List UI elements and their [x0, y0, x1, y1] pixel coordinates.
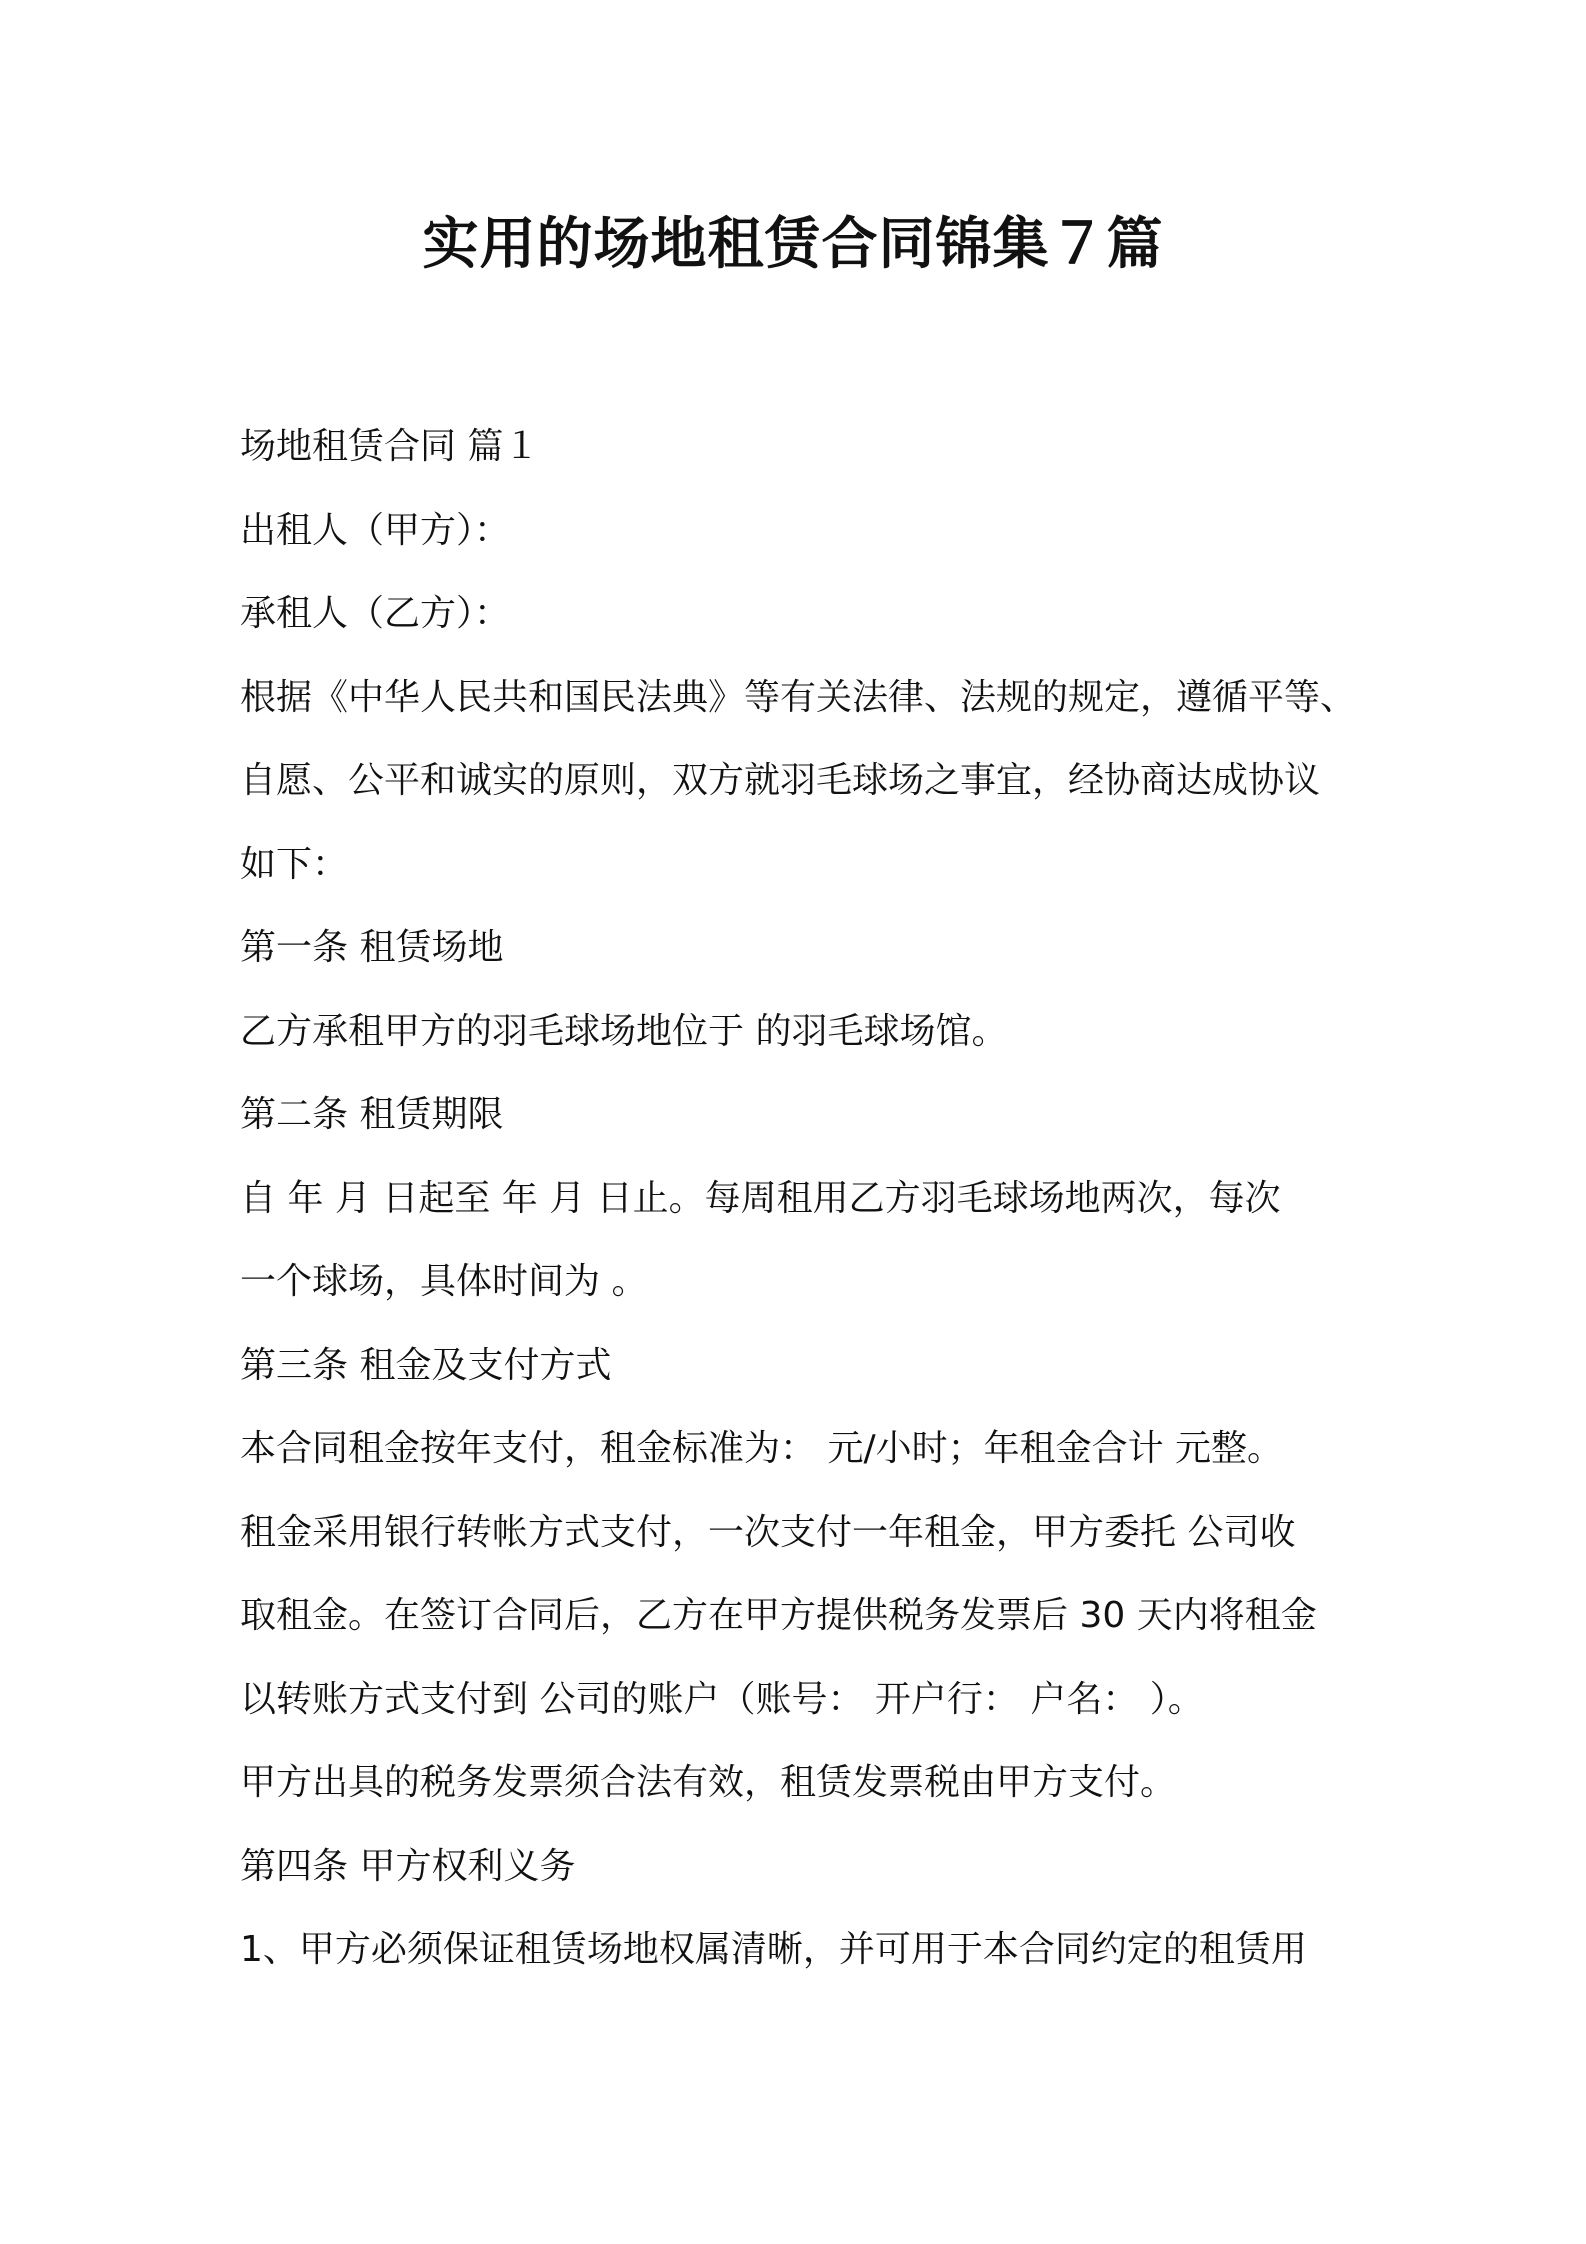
text-line: 1、甲方必须保证租赁场地权属清晰，并可用于本合同约定的租赁用: [240, 1929, 1307, 1970]
text-line: 出租人（甲方）：: [240, 509, 511, 551]
text-line: 本合同租金按年支付，租金标准为： 元/小时；年租金合计 元整。: [240, 1428, 1284, 1469]
section-heading: 第四条 甲方权利义务: [240, 1845, 576, 1887]
section-heading: 第一条 租赁场地: [240, 927, 504, 968]
text-line: 甲方出具的税务发票须合法有效，租赁发票税由甲方支付。: [240, 1762, 1177, 1803]
text-line: 自 年 月 日起至 年 月 日止。每周租用乙方羽毛球场地两次，每次: [240, 1177, 1281, 1219]
section-heading: 第三条 租金及支付方式: [240, 1344, 612, 1386]
document-body: [240, 405, 1360, 1992]
text-line: 如下：: [240, 843, 349, 885]
text-line: 根据《中华人民共和国民法典》等有关法律、法规的规定，遵循平等、: [240, 676, 1357, 718]
text-line: 租金采用银行转帐方式支付，一次支付一年租金，甲方委托 公司收: [240, 1511, 1296, 1553]
text-line: 承租人（乙方）：: [240, 593, 511, 634]
text-line: 自愿、公平和诚实的原则，双方就羽毛球场之事宜，经协商达成协议: [240, 760, 1321, 801]
section-heading: 第二条 租赁期限: [240, 1094, 504, 1135]
document-title: 实用的场地租赁合同锦集７篇: [422, 212, 1164, 277]
text-line: 场地租赁合同 篇１: [240, 426, 540, 467]
text-line: 以转账方式支付到 公司的账户（账号： 开户行： 户名： ）。: [240, 1678, 1204, 1720]
text-line: 取租金。在签订合同后，乙方在甲方提供税务发票后 30 天内将租金: [240, 1595, 1317, 1636]
text-line: 一个球场，具体时间为 。: [240, 1261, 648, 1302]
text-line: 乙方承租甲方的羽毛球场地位于 的羽毛球场馆。: [240, 1010, 1008, 1052]
